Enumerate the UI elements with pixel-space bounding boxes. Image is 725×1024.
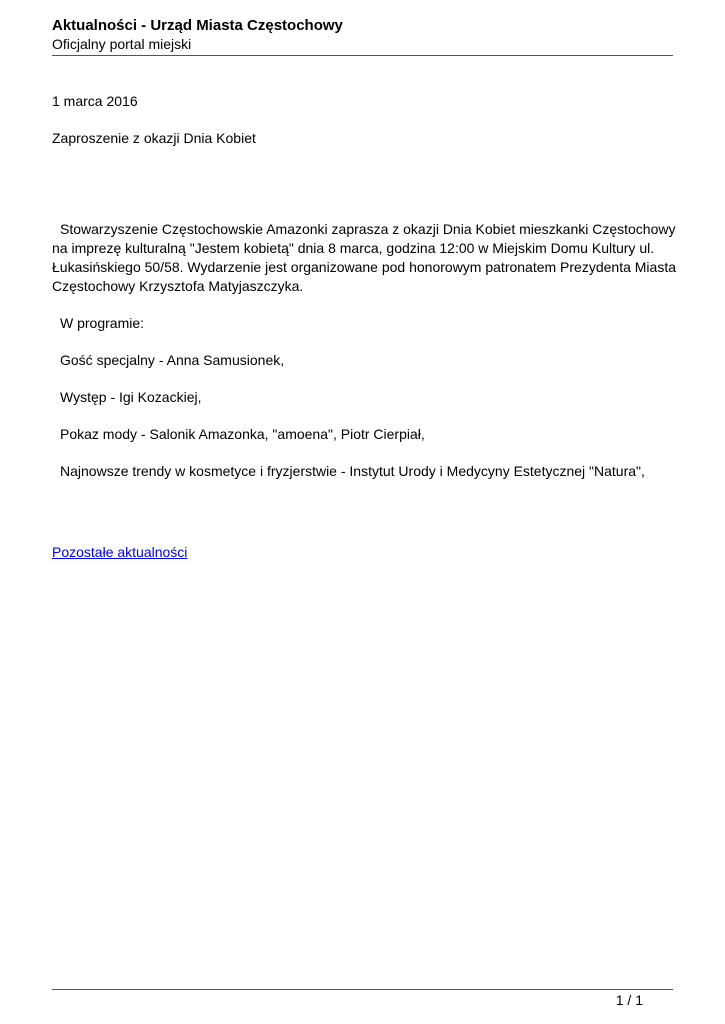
page-footer [52, 989, 673, 1008]
site-subtitle: Oficjalny portal miejski [52, 36, 192, 52]
article-content [52, 92, 677, 562]
program-item: Najnowsze trendy w kosmetyce i fryzjerstwie - Instytut Urody i Medycyny Estetycznej "Natura", [60, 463, 645, 479]
program-item: Gość specjalny - Anna Samusionek, [60, 352, 285, 368]
article-body: Stowarzyszenie Częstochowskie Amazonki zaprasza z okazji Dnia Kobiet mieszkanki Częstochowy na imprezę kulturalną "Jestem kobietą" dnia 8 marca, godzina 12:00 w Miejskim Domu Kultury ul. Łukasińskiego 50/58. Wydarzenie jest organizowane pod honorowym patronatem Prezydenta Miasta Częstochowy Krzysztofa Matyjaszczyka. [52, 221, 677, 294]
program-heading: W programie: [60, 315, 145, 331]
article-date: 1 marca 2016 [52, 93, 138, 109]
article-title: Zaproszenie z okazji Dnia Kobiet [52, 130, 256, 146]
program-item: Pokaz mody - Salonik Amazonka, "amoena", Piotr Cierpiał, [60, 426, 425, 442]
page-number: 1 / 1 [615, 992, 643, 1008]
page-header [52, 16, 673, 56]
program-item: Występ - Igi Kozackiej, [60, 389, 202, 405]
site-title: Aktualności - Urząd Miasta Częstochowy [52, 17, 343, 34]
more-news-link[interactable]: Pozostałe aktualności [52, 544, 188, 560]
